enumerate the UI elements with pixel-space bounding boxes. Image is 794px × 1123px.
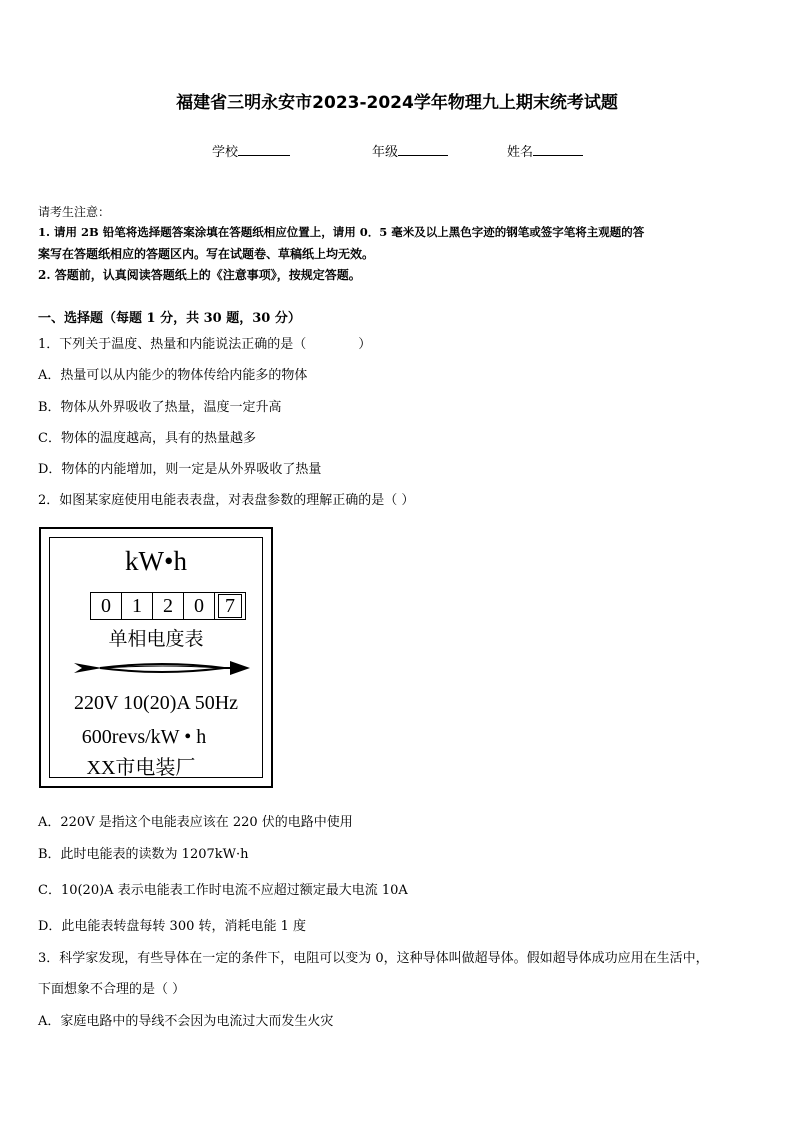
meter-revs: 600revs/kW • h bbox=[81, 726, 207, 748]
q3-option-a: A．家庭电路中的导线不会因为电流过大而发生火灾 bbox=[38, 1014, 334, 1029]
name-blank bbox=[533, 143, 583, 156]
q2-option-d: D．此电能表转盘每转 300 转，消耗电能 1 度 bbox=[38, 919, 307, 934]
q1-option-d: D．物体的内能增加，则一定是从外界吸收了热量 bbox=[38, 462, 322, 477]
notice-line-1a: 1. 请用 2B 铅笔将选择题答案涂填在答题纸相应位置上，请用 0．5 毫米及以上黑色字迹的钢笔或签字笔将主观题的答 bbox=[38, 225, 645, 239]
meter-decimal-digit bbox=[215, 593, 245, 619]
notice-heading: 请考生注意： bbox=[38, 205, 111, 219]
electric-meter-figure bbox=[39, 527, 273, 788]
q3-stem-line-1: 3．科学家发现，有些导体在一定的条件下，电阻可以变为 0，这种导体叫做超导体。假如超导体成功应用在生活中， bbox=[38, 951, 709, 966]
meter-decimal-digit-value: 7 bbox=[218, 594, 242, 618]
meter-digit: 2 bbox=[153, 593, 184, 619]
grade-field bbox=[372, 141, 448, 160]
meter-digit: 0 bbox=[184, 593, 215, 619]
q1-stem: 1．下列关于温度、热量和内能说法正确的是（ ） bbox=[38, 337, 372, 352]
meter-digit: 1 bbox=[122, 593, 153, 619]
q2-stem: 2．如图某家庭使用电能表表盘，对表盘参数的理解正确的是（ ） bbox=[38, 493, 415, 508]
q2-option-c: C．10(20)A 表示电能表工作时电流不应超过额定最大电流 10A bbox=[38, 883, 408, 898]
q1-option-c: C．物体的温度越高，具有的热量越多 bbox=[38, 431, 256, 446]
meter-maker: XX市电装厂 bbox=[86, 757, 196, 779]
meter-arrow-icon bbox=[72, 656, 252, 680]
meter-specs: 220V 10(20)A 50Hz bbox=[73, 692, 239, 714]
school-label: 学校 bbox=[212, 145, 239, 160]
q1-option-b: B．物体从外界吸收了热量，温度一定升高 bbox=[38, 400, 282, 415]
notice-line-1b: 案写在答题纸相应的答题区内。写在试题卷、草稿纸上均无效。 bbox=[38, 247, 375, 261]
meter-digit: 0 bbox=[91, 593, 122, 619]
name-label: 姓名 bbox=[507, 145, 534, 160]
section-heading: 一、选择题（每题 1 分，共 30 题，30 分） bbox=[38, 311, 301, 326]
meter-name: 单相电度表 bbox=[108, 628, 204, 650]
notice-line-2: 2. 答题前，认真阅读答题纸上的《注意事项》，按规定答题。 bbox=[38, 268, 361, 282]
exam-title: 福建省三明永安市2023-2024学年物理九上期末统考试题 bbox=[176, 93, 618, 113]
q1-option-a: A．热量可以从内能少的物体传给内能多的物体 bbox=[38, 368, 308, 383]
meter-inner-border bbox=[49, 537, 263, 778]
q2-option-b: B．此时电能表的读数为 1207kW·h bbox=[38, 847, 249, 862]
school-field bbox=[212, 141, 290, 160]
meter-reading bbox=[90, 592, 246, 620]
meter-unit: kW•h bbox=[125, 546, 187, 576]
school-blank bbox=[238, 143, 290, 156]
name-field bbox=[507, 141, 583, 160]
grade-blank bbox=[398, 143, 448, 156]
grade-label: 年级 bbox=[372, 145, 399, 160]
q3-stem-line-2: 下面想象不合理的是（ ） bbox=[38, 982, 186, 997]
q2-option-a: A．220V 是指这个电能表应该在 220 伏的电路中使用 bbox=[38, 815, 353, 830]
